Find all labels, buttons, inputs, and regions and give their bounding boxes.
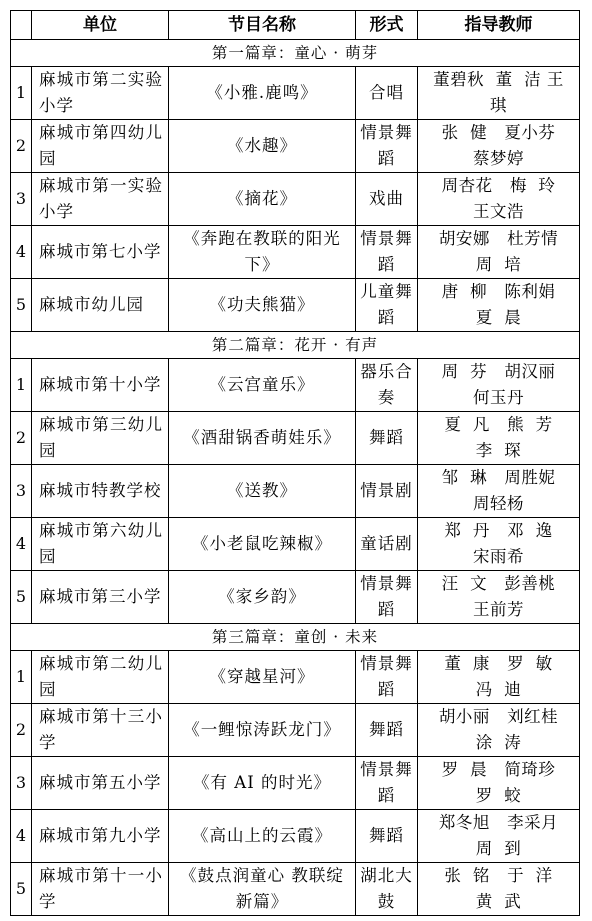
row-number: 1: [11, 67, 32, 120]
table-row: [11, 412, 580, 465]
teacher-cell: [418, 412, 580, 465]
form-cell: 儿童舞蹈: [356, 279, 418, 332]
program-cell: 《一鲤惊涛跃龙门》: [169, 704, 356, 757]
program-table-container: [10, 10, 580, 916]
form-cell: 戏曲: [356, 173, 418, 226]
unit-cell: 麻城市第一实验小学: [32, 173, 169, 226]
section-row: [11, 332, 580, 359]
row-number: 5: [11, 279, 32, 332]
unit-cell: 麻城市第三幼儿园: [32, 412, 169, 465]
teacher-line: 周 到: [475, 839, 522, 858]
teacher-cell: [418, 173, 580, 226]
table-row: [11, 226, 580, 279]
teacher-cell: [418, 279, 580, 332]
teacher-line: 郑 丹 邓 逸: [444, 521, 553, 540]
teacher-cell: [418, 226, 580, 279]
teacher-line: 蔡梦婷: [473, 149, 524, 168]
unit-cell: 麻城市第三小学: [32, 571, 169, 624]
program-cell: 《奔跑在教联的阳光下》: [169, 226, 356, 279]
program-cell: 《功夫熊猫》: [169, 279, 356, 332]
teacher-line: 琪: [490, 96, 507, 115]
teacher-line: 周轻杨: [473, 494, 524, 513]
table-row: [11, 651, 580, 704]
teacher-line: 唐 柳 陈利娟: [441, 282, 556, 301]
teacher-line: 邹 琳 周胜妮: [441, 468, 556, 487]
program-cell: 《送教》: [169, 465, 356, 518]
teacher-line: 罗 晨 简琦珍: [441, 760, 556, 779]
table-row: [11, 863, 580, 916]
section-title: 第三篇章：童创 · 未来: [11, 624, 580, 651]
teacher-line: 李 琛: [475, 441, 522, 460]
unit-cell: 麻城市第九小学: [32, 810, 169, 863]
row-number: 3: [11, 465, 32, 518]
program-cell: 《有 AI 的时光》: [169, 757, 356, 810]
form-cell: 舞蹈: [356, 412, 418, 465]
form-cell: 器乐合奏: [356, 359, 418, 412]
teacher-line: 夏 凡 熊 芳: [444, 415, 553, 434]
program-cell: 《鼓点润童心 教联绽新篇》: [169, 863, 356, 916]
row-number: 3: [11, 173, 32, 226]
unit-cell: 麻城市幼儿园: [32, 279, 169, 332]
unit-cell: 麻城市第四幼儿园: [32, 120, 169, 173]
teacher-cell: [418, 120, 580, 173]
teacher-cell: [418, 518, 580, 571]
teacher-line: 王前芳: [473, 600, 524, 619]
header-row: [11, 11, 580, 40]
teacher-cell: [418, 571, 580, 624]
row-number: 1: [11, 359, 32, 412]
form-cell: 舞蹈: [356, 704, 418, 757]
teacher-line: 周 培: [475, 255, 522, 274]
program-cell: 《家乡韵》: [169, 571, 356, 624]
form-cell: 舞蹈: [356, 810, 418, 863]
teacher-line: 汪 文 彭善桃: [441, 574, 556, 593]
teacher-line: 周 芬 胡汉丽: [441, 362, 556, 381]
table-row: [11, 359, 580, 412]
table-row: [11, 120, 580, 173]
section-title: 第一篇章：童心 · 萌芽: [11, 40, 580, 67]
table-row: [11, 571, 580, 624]
program-cell: 《水趣》: [169, 120, 356, 173]
form-cell: 合唱: [356, 67, 418, 120]
teacher-line: 黄 武: [475, 892, 522, 911]
teacher-line: 王文浩: [473, 202, 524, 221]
row-number: 3: [11, 757, 32, 810]
program-cell: 《摘花》: [169, 173, 356, 226]
teacher-line: 何玉丹: [473, 388, 524, 407]
table-row: [11, 279, 580, 332]
program-cell: 《小老鼠吃辣椒》: [169, 518, 356, 571]
row-number: 4: [11, 226, 32, 279]
unit-cell: 麻城市第十小学: [32, 359, 169, 412]
header-teacher: 指导教师: [418, 11, 580, 40]
unit-cell: 麻城市第十一小学: [32, 863, 169, 916]
teacher-line: 周杏花 梅 玲: [441, 176, 556, 195]
unit-cell: 麻城市第二幼儿园: [32, 651, 169, 704]
header-form: 形式: [356, 11, 418, 40]
unit-cell: 麻城市第六幼儿园: [32, 518, 169, 571]
table-row: [11, 173, 580, 226]
teacher-cell: [418, 810, 580, 863]
form-cell: 情景舞蹈: [356, 757, 418, 810]
teacher-line: 张 铭 于 洋: [444, 866, 553, 885]
teacher-cell: [418, 863, 580, 916]
program-cell: 《小雅.鹿鸣》: [169, 67, 356, 120]
table-row: [11, 757, 580, 810]
header-no: [11, 11, 32, 40]
row-number: 2: [11, 412, 32, 465]
table-row: [11, 465, 580, 518]
teacher-line: 罗 蛟: [475, 786, 522, 805]
unit-cell: 麻城市第二实验小学: [32, 67, 169, 120]
header-program: 节目名称: [169, 11, 356, 40]
row-number: 5: [11, 571, 32, 624]
unit-cell: 麻城市第七小学: [32, 226, 169, 279]
program-cell: 《云宫童乐》: [169, 359, 356, 412]
teacher-line: 董碧秋 董 洁 王: [433, 70, 564, 89]
teacher-cell: [418, 704, 580, 757]
teacher-line: 夏 晨: [475, 308, 522, 327]
table-row: [11, 704, 580, 757]
teacher-line: 涂 涛: [475, 733, 522, 752]
form-cell: 情景舞蹈: [356, 120, 418, 173]
teacher-line: 冯 迪: [475, 680, 522, 699]
teacher-line: 郑冬旭 李采月: [438, 813, 559, 832]
program-cell: 《穿越星河》: [169, 651, 356, 704]
table-row: [11, 67, 580, 120]
teacher-line: 宋雨希: [473, 547, 524, 566]
row-number: 1: [11, 651, 32, 704]
teacher-cell: [418, 757, 580, 810]
program-cell: 《酒甜锅香萌娃乐》: [169, 412, 356, 465]
teacher-line: 董 康 罗 敏: [444, 654, 553, 673]
teacher-line: 胡小丽 刘红桂: [438, 707, 559, 726]
section-title: 第二篇章：花开 · 有声: [11, 332, 580, 359]
form-cell: 童话剧: [356, 518, 418, 571]
header-unit: 单位: [32, 11, 169, 40]
form-cell: 情景舞蹈: [356, 651, 418, 704]
unit-cell: 麻城市特教学校: [32, 465, 169, 518]
teacher-line: 胡安娜 杜芳情: [438, 229, 559, 248]
teacher-cell: [418, 651, 580, 704]
row-number: 5: [11, 863, 32, 916]
table-row: [11, 518, 580, 571]
form-cell: 情景舞蹈: [356, 571, 418, 624]
row-number: 2: [11, 704, 32, 757]
program-cell: 《高山上的云霞》: [169, 810, 356, 863]
table-body: [11, 40, 580, 916]
row-number: 4: [11, 810, 32, 863]
form-cell: 湖北大鼓: [356, 863, 418, 916]
row-number: 2: [11, 120, 32, 173]
teacher-cell: [418, 67, 580, 120]
program-table: [10, 10, 580, 916]
teacher-line: 张 健 夏小芬: [441, 123, 556, 142]
section-row: [11, 40, 580, 67]
teacher-cell: [418, 359, 580, 412]
teacher-cell: [418, 465, 580, 518]
form-cell: 情景剧: [356, 465, 418, 518]
section-row: [11, 624, 580, 651]
form-cell: 情景舞蹈: [356, 226, 418, 279]
row-number: 4: [11, 518, 32, 571]
unit-cell: 麻城市第十三小学: [32, 704, 169, 757]
unit-cell: 麻城市第五小学: [32, 757, 169, 810]
table-row: [11, 810, 580, 863]
